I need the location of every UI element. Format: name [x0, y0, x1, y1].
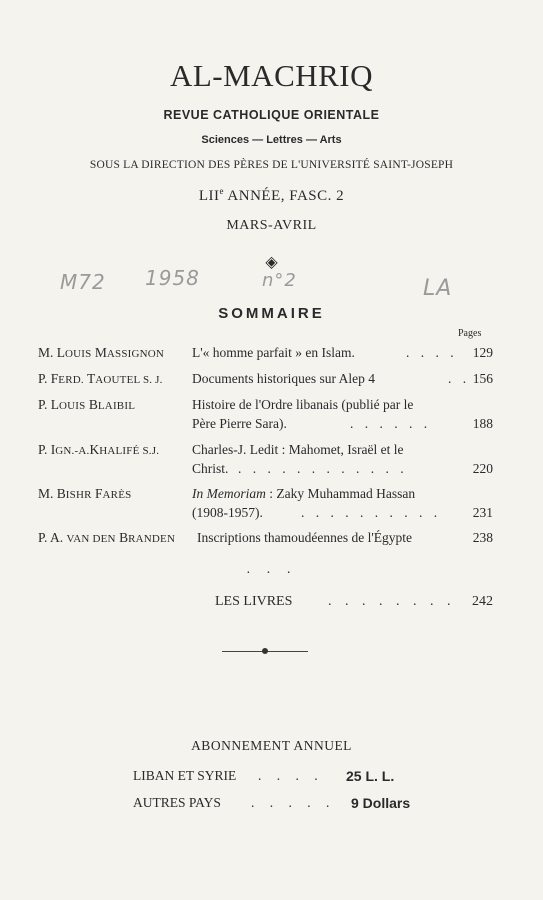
toc-dots: . . [448, 371, 471, 386]
toc-author: M. BISHR FARÈS [38, 486, 132, 501]
journal-direction: SOUS LA DIRECTION DES PÈRES DE L'UNIVERSITÉ SAINT-JOSEPH [89, 159, 454, 171]
issue-months: MARS-AVRIL [226, 218, 317, 233]
handwritten-ref: M72 [60, 270, 106, 294]
livres-dots: . . . . . . . . [328, 594, 456, 609]
toc-title: L'« homme parfait » en Islam. [192, 345, 355, 360]
livres-entry [215, 594, 493, 610]
toc-page: 129 [472, 345, 493, 360]
toc-title: Histoire de l'Ordre libanais (publié par le Père Pierre Sara). [192, 397, 414, 431]
toc-dots: . . . . . . [350, 416, 432, 431]
toc-page: 220 [472, 461, 493, 476]
journal-subtitle: REVUE CATHOLIQUE ORIENTALE [163, 108, 380, 122]
sommaire-heading: SOMMAIRE [218, 305, 325, 322]
handwritten-year: 1958 [145, 266, 200, 290]
livres-page: 242 [472, 594, 493, 609]
issue-year-sup: e [219, 186, 224, 196]
toc-dots: . . . . . . . . . . [301, 505, 442, 520]
price-label: LIBAN ET SYRIE [133, 768, 237, 783]
toc-author: P. LOUIS BLAIBIL [38, 397, 136, 412]
toc-author: M. LOUIS MASSIGNON [38, 345, 165, 360]
toc-author: P. IGN.-A.KHALIFÉ S.J. [38, 442, 160, 457]
handwritten-initials: LA [423, 276, 453, 301]
handwritten-number: n°2 [262, 270, 297, 291]
journal-subjects: Sciences — Lettres — Arts [201, 134, 342, 146]
toc-title: In Memoriam : Zaky Muhammad Hassan (1908-1957). [192, 486, 416, 520]
abonnement-heading: ABONNEMENT ANNUEL [191, 738, 352, 753]
toc-dots: . . . . [406, 345, 458, 360]
issue-year: LIIe ANNÉE, FASC. 2 [198, 186, 345, 204]
pages-column-label: Pages [458, 328, 482, 339]
livres-label: LES LIVRES [215, 594, 293, 609]
toc-dots: . . . . . . . . . . . . [238, 461, 408, 476]
toc-page: 188 [472, 416, 493, 431]
price-dots: . . . . . [251, 795, 336, 810]
toc-author: P. A. VAN DEN BRANDEN [38, 530, 176, 545]
price-dots: . . . . [258, 768, 324, 783]
journal-title: AL-MACHRIQ [169, 58, 374, 93]
toc-page: 156 [472, 371, 493, 386]
diamond-ornament-icon: ◈ [265, 254, 278, 271]
toc-page: 231 [472, 505, 493, 520]
price-amount: 25 L. L. [346, 768, 395, 784]
toc-author: P. FERD. TAOUTEL S. J. [38, 371, 163, 386]
toc-title: Inscriptions thamoudéennes de l'Égypte [197, 530, 413, 545]
toc-title: Documents historiques sur Alep 4 [192, 371, 375, 386]
section-ellipsis: · · · [246, 566, 297, 581]
toc-title: Charles-J. Ledit : Mahomet, Israël et le Christ. [192, 442, 404, 476]
price-label: AUTRES PAYS [133, 795, 221, 810]
price-amount: 9 Dollars [351, 795, 411, 811]
divider-dot [262, 648, 268, 654]
toc-page: 238 [472, 530, 493, 545]
